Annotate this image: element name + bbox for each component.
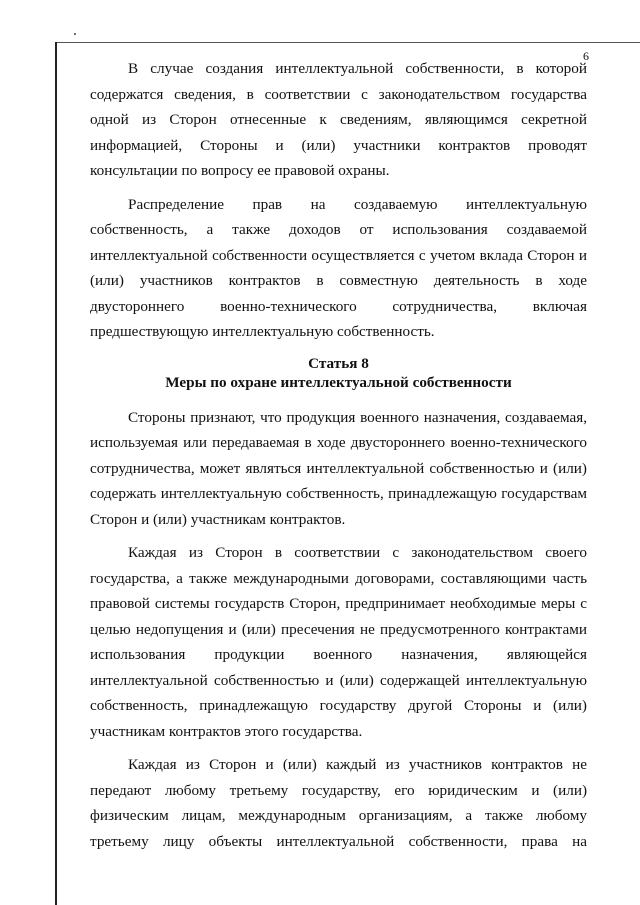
article-title: Меры по охране интеллектуальной собственности bbox=[165, 373, 512, 391]
paragraph-rights-distribution: Распределение прав на создаваемую интеллектуальную собственность, а также доходов от использования создаваемой интеллектуальной собственности осуществляется с учетом вклада Сторон и (или) участников контрактов в совместную деятельность в ходе двустороннего военно-технического сотрудничества, включая предшествующую интеллектуальную собственность. bbox=[90, 195, 587, 340]
scan-speck bbox=[74, 33, 76, 35]
article-heading bbox=[90, 354, 587, 392]
page-number: 6 bbox=[583, 49, 589, 63]
document-body bbox=[90, 56, 587, 854]
paragraph-parties-recognize: Стороны признают, что продукция военного назначения, создаваемая, используемая или передаваемая в ходе двустороннего военно-технического сотрудничества, может являться интеллектуальной собственностью и (или) содержать интеллектуальную собственность, принадлежащую государствам Сторон и (или) участникам контрактов. bbox=[90, 408, 587, 528]
page-border-top bbox=[55, 42, 640, 43]
paragraph-protection-measures: Каждая из Сторон в соответствии с законодательством своего государства, а также международными договорами, составляющими часть правовой системы государств Сторон, предпринимает необходимые меры с целью недопущения и (или) пресечения не предусмотренного контрактами использования продукции военного назначения, являющейся интеллектуальной собственностью и (или) содержащей интеллектуальную собственность, принадлежащую государству другой Стороны и (или) участникам контрактов этого государства. bbox=[90, 544, 587, 740]
article-number: Статья 8 bbox=[308, 354, 369, 372]
paragraph-secret-ip: В случае создания интеллектуальной собственности, в которой содержатся сведения, в соответствии с законодательством государства одной из Сторон отнесенные к сведениям, являющимся секретной информацией, Стороны и (или) участники контрактов проводят консультации по вопросу ее правовой охраны. bbox=[90, 60, 587, 179]
page-border-left bbox=[55, 42, 57, 905]
paragraph-no-transfer: Каждая из Сторон и (или) каждый из участников контрактов не передают любому третьему государству, его юридическим и (или) физическим лицам, международным организациям, а также любому третьему лицу объекты интеллектуальной собственности, права на bbox=[90, 756, 587, 850]
